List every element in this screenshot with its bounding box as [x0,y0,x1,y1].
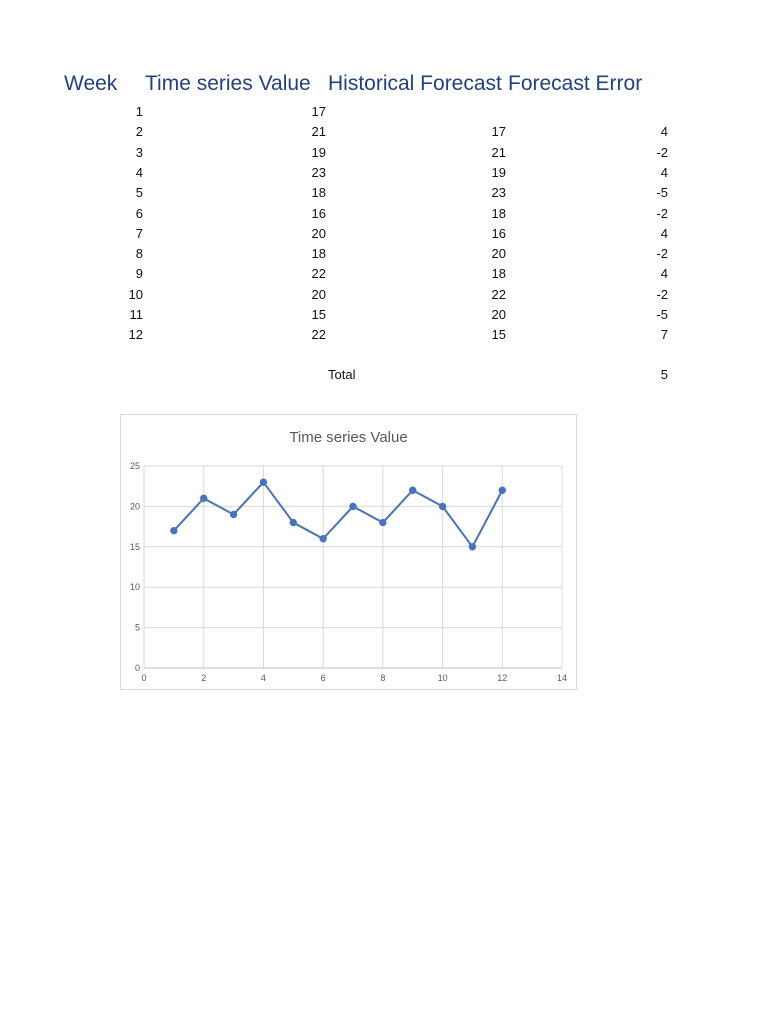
cell-forecast: 22 [491,286,506,302]
data-point[interactable] [320,536,326,542]
cell-error: -5 [656,185,668,201]
cell-error: -2 [656,205,668,221]
data-point[interactable] [290,519,296,525]
series-line [174,482,502,547]
cell-error: 4 [660,124,668,140]
cell-value: 22 [311,327,326,343]
cell-week: 2 [135,124,143,140]
y-tick-label: 20 [129,501,140,512]
data-point[interactable] [469,544,475,550]
cell-error: 4 [660,164,668,180]
cell-value: 16 [311,205,326,221]
cell-forecast: 23 [491,185,506,201]
cell-week: 4 [135,164,143,180]
data-point[interactable] [201,495,207,501]
y-tick-label: 0 [134,663,140,673]
x-tick-label: 2 [201,673,207,683]
cell-week: 5 [135,185,143,201]
cell-forecast: 18 [491,205,506,221]
data-point[interactable] [410,487,416,493]
data-point[interactable] [260,479,266,485]
cell-forecast: 21 [491,144,506,160]
cell-error: -2 [656,246,668,262]
x-tick-label: 14 [556,673,568,683]
cell-value: 21 [311,124,326,140]
data-point[interactable] [380,519,386,525]
data-point[interactable] [499,487,505,493]
cell-forecast: 20 [491,307,506,322]
x-tick-label: 8 [380,673,386,683]
cell-forecast: 19 [491,164,506,180]
x-tick-label: 10 [437,673,448,683]
line-chart[interactable] [120,414,577,690]
cell-week: 10 [128,286,143,302]
data-point[interactable] [230,511,236,517]
cell-value: 20 [311,225,326,241]
cell-value: 22 [311,266,326,282]
chart-plot [121,415,576,689]
y-tick-label: 5 [134,622,140,633]
x-tick-label: 0 [141,673,147,683]
x-tick-label: 4 [260,673,266,683]
cell-week: 9 [135,266,143,282]
header-time-series-value: Time series Value [145,72,311,95]
y-tick-label: 10 [129,582,140,593]
data-point[interactable] [439,503,445,509]
cell-error: -2 [656,144,668,160]
cell-value: 17 [311,104,326,119]
cell-error: 7 [660,327,668,343]
cell-week: 11 [129,307,143,322]
cell-value: 19 [311,144,326,160]
y-tick-label: 25 [129,461,140,471]
cell-forecast: 20 [491,246,506,262]
cell-week: 8 [135,246,143,262]
cell-forecast: 16 [491,225,506,241]
cell-value: 23 [311,164,326,180]
cell-week: 3 [135,144,143,160]
cell-forecast: 15 [491,327,506,343]
x-tick-label: 12 [497,673,508,683]
x-tick-label: 6 [320,673,326,683]
y-tick-label: 15 [129,541,140,552]
data-point[interactable] [350,503,356,509]
cell-value: 18 [311,185,326,201]
cell-week: 1 [135,104,143,119]
total-value: 5 [660,367,668,382]
chart-title: Time series Value [289,429,408,446]
cell-week: 7 [135,225,143,241]
header-forecast-error: Forecast Error [508,72,643,95]
header-historical-forecast: Historical Forecast [328,72,502,95]
cell-week: 12 [128,327,143,343]
cell-error: 4 [660,225,668,241]
cell-error: -2 [656,286,668,302]
cell-error: -5 [656,307,668,322]
cell-value: 20 [311,286,326,302]
cell-forecast: 17 [491,124,506,140]
cell-week: 6 [135,205,143,221]
cell-forecast: 18 [491,266,506,282]
cell-value: 15 [311,307,326,322]
total-label: Total [328,367,356,382]
data-point[interactable] [171,527,177,533]
header-week: Week [64,72,118,95]
cell-value: 18 [311,246,326,262]
cell-error: 4 [660,266,668,282]
